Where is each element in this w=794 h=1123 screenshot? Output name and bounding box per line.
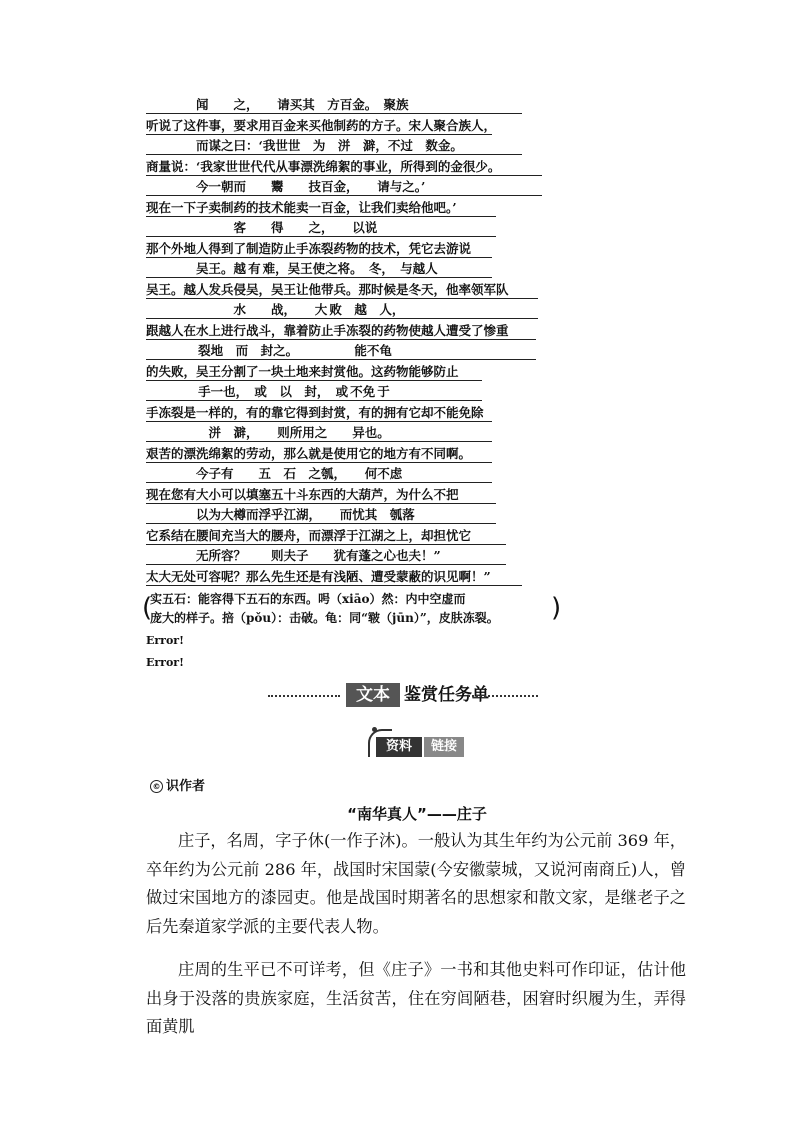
underline [146,421,492,422]
banner-title: 鉴赏任务单 [404,685,489,705]
bracket-right: ) [551,593,562,623]
underline [146,441,492,442]
translation-line: 商量说：‘我家世世代代从事漂洗绵絮的事业，所得到的金很少。 [146,159,501,174]
bracket-left: ( [142,593,153,623]
note-line: 庞大的样子。掊（pǒu）：击破。龟：同“皲（jūn）”，皮肤冻裂。 [150,611,499,625]
sub-banner [368,729,468,759]
underline [146,236,496,237]
dot-decoration [372,727,377,732]
underline [146,585,522,586]
translation-line: 现在一下子卖制药的技术能卖一百金，让我们卖给他吧。’ [146,200,457,215]
original-line: 今子有 五 石 之瓠， 何不虑 [196,466,403,481]
banner-box-label: 文本 [346,683,400,707]
underline [146,339,536,340]
underline [146,216,496,217]
note-line: 实五石：能容得下五石的东西。呺（xiāo）然：内中空虚而 [150,592,466,606]
dotted-divider [468,695,538,697]
underline [146,380,482,381]
sub-banner-label-1: 资料 [376,737,422,757]
translation-line: 的失败，吴王分割了一块土地来封赏他。这药物能够防止 [146,364,459,379]
error-text: Error! [146,656,184,669]
underline [146,277,492,278]
sub-banner-label-2: 链接 [424,737,464,757]
underline [146,318,538,319]
underline [146,523,496,524]
underline [146,544,506,545]
original-line: 而谋之曰：‘我世世 为 洴 澼，不过 数金。 [196,138,463,153]
underline [146,462,492,463]
underline [146,175,542,176]
translation-line: 它系结在腰间充当大的腰舟，而漂浮于江湖之上，却担忧它 [146,528,472,543]
error-text: Error! [146,634,184,647]
underline [146,298,538,299]
author-heading-text: 识作者 [166,779,206,794]
section-banner [268,683,528,709]
author-heading [150,775,205,794]
underline [146,482,492,483]
underline [146,400,482,401]
translation-line: 那个外地人得到了制造防止手冻裂药物的技术，凭它去游说 [146,241,472,256]
translation-line: 听说了这件事，要求用百金来买他制药的方子。宋人聚合族人， [146,118,497,133]
original-line: 客 得 之， 以说 [196,220,378,235]
original-line: 吴王。越 有 难，吴王使之将。 冬， 与越人 [196,261,438,276]
circle-c-icon: © [150,780,163,793]
original-line: 裂地 而 封之。 能不龟 [196,343,392,358]
annotation-note [142,588,562,628]
underline [146,154,522,155]
translation-line: 跟越人在水上进行战斗，靠着防止手冻裂的药物使越人遭受了惨重 [146,323,509,338]
translation-line: 艰苦的漂洗绵絮的劳动，那么就是使用它的地方有不同啊。 [146,446,472,461]
original-line: 以为大樽而浮乎江湖， 而忧其 瓠落 [196,507,415,522]
translation-line: 太大无处可容呢？那么先生还是有浅陋、遭受蒙蔽的识见啊！” [146,569,491,584]
underline [146,503,496,504]
underline [146,195,542,196]
underline [146,359,536,360]
original-line: 水 战， 大 败 越 人， [196,302,405,317]
original-line: 洴 澼， 则所用之 异也。 [196,425,390,440]
original-line: 无所容？ 则夫子 犹有蓬之心也夫！” [196,548,441,563]
underline [146,257,492,258]
translation-line: 现在您有大小可以填塞五十斗东西的大葫芦，为什么不把 [146,487,459,502]
underline [146,564,506,565]
paragraph: 庄子，名周，字子休(一作子沐)。一般认为其生年约为公元前 369 年，卒年约为公元前 286 年，战国时宋国蒙(今安徽蒙城，又说河南商丘)人，曾做过宋国地方的漆园吏。他是战国时期著名的思想家和散文家，是继老子之后先秦道家学派的主要代表人物。 [146,831,686,936]
original-line: 手一也， 或 以 封， 或 不免 于 [196,384,390,399]
underline [146,134,492,135]
translation-line: 手冻裂是一样的，有的靠它得到封赏，有的拥有它却不能免除 [146,405,484,420]
translation-line: 吴王。越人发兵侵吴，吴王让他带兵。那时候是冬天，他率领军队 [146,282,509,297]
underline [146,113,522,114]
dotted-divider [268,695,340,697]
section-title: “南华真人”——庄子 [347,805,487,823]
original-line: 闻 之， 请买其 方百金。 聚族 [196,97,409,112]
original-line: 今一朝而 鬻 技百金， 请与之。’ [196,179,426,194]
paragraph: 庄周的生平已不可详考，但《庄子》一书和其他史料可作印证，估计他出身于没落的贵族家庭，生活贫苦，住在穷闾陋巷，困窘时织履为生，弄得面黄肌 [146,960,686,1036]
